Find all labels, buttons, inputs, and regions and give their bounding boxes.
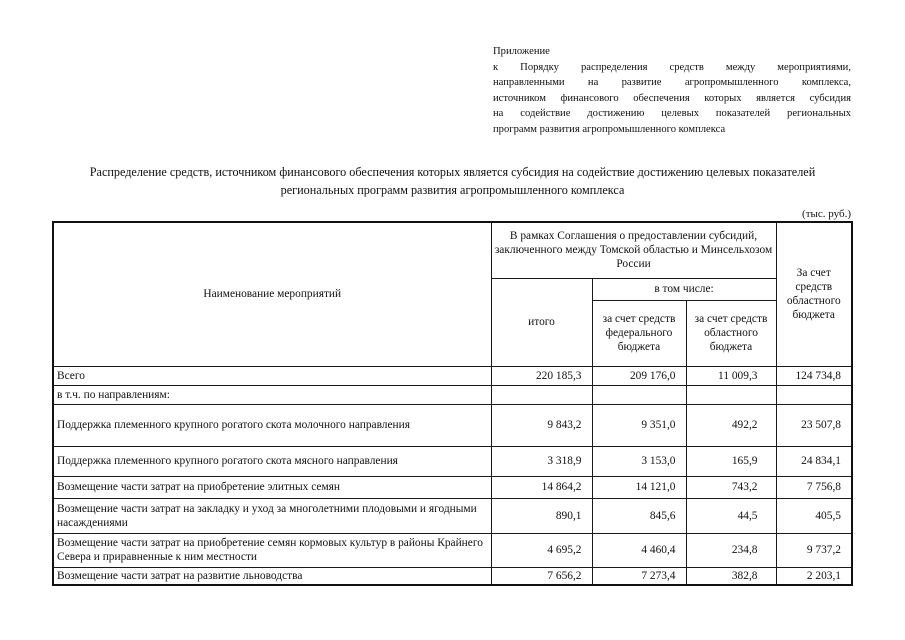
header-total: итого	[491, 278, 592, 366]
table-row	[53, 385, 852, 404]
table-row	[53, 446, 852, 476]
document-title	[40, 163, 865, 199]
cell-federal: 14 121,0	[592, 476, 686, 498]
cell-regional-in: 743,2	[686, 476, 776, 498]
header-name: Наименование мероприятий	[53, 222, 491, 366]
cell-total: 9 843,2	[491, 404, 592, 446]
table-row	[53, 498, 852, 533]
appendix-line: Приложение	[493, 46, 550, 57]
row-name: Возмещение части затрат на закладку и уход за многолетними плодовыми и ягодными насаждениями	[53, 498, 491, 533]
cell-regional-in: 382,8	[686, 567, 776, 585]
cell-federal: 4 460,4	[592, 533, 686, 567]
cell-regional-in: 165,9	[686, 446, 776, 476]
row-name: Возмещение части затрат на развитие льноводства	[53, 567, 491, 585]
cell-regional: 9 737,2	[776, 533, 852, 567]
cell-regional: 2 203,1	[776, 567, 852, 585]
cell-regional: 405,5	[776, 498, 852, 533]
cell-regional	[776, 385, 852, 404]
cell-total: 14 864,2	[491, 476, 592, 498]
title-line-2: региональных программ развития агропромышленного комплекса	[280, 183, 625, 197]
header-regional-in: за счет средств областного бюджета	[686, 300, 776, 366]
header-agreement: В рамках Соглашения о предоставлении субсидий, заключенного между Томской областью и Минсельхозом России	[491, 222, 776, 278]
cell-regional: 124 734,8	[776, 366, 852, 385]
units-label: (тыс. руб.)	[802, 208, 851, 220]
cell-federal: 7 273,4	[592, 567, 686, 585]
row-name: Поддержка племенного крупного рогатого скота мясного направления	[53, 446, 491, 476]
row-name: Всего	[53, 366, 491, 385]
header-regional: За счет средств областного бюджета	[776, 222, 852, 366]
row-name: Поддержка племенного крупного рогатого скота молочного направления	[53, 404, 491, 446]
cell-total: 7 656,2	[491, 567, 592, 585]
table-row	[53, 366, 852, 385]
row-name: Возмещение части затрат на приобретение элитных семян	[53, 476, 491, 498]
cell-regional: 23 507,8	[776, 404, 852, 446]
cell-federal: 845,6	[592, 498, 686, 533]
header-federal: за счет средств федерального бюджета	[592, 300, 686, 366]
table-row	[53, 404, 852, 446]
appendix-line: направленными на развитие агропромышленного комплекса,	[493, 77, 851, 89]
cell-regional: 24 834,1	[776, 446, 852, 476]
cell-regional: 7 756,8	[776, 476, 852, 498]
appendix-block	[493, 44, 851, 138]
table-row	[53, 533, 852, 567]
appendix-line: к Порядку распределения средств между мероприятиями,	[493, 61, 851, 73]
cell-total: 220 185,3	[491, 366, 592, 385]
table-row	[53, 567, 852, 585]
cell-regional-in: 234,8	[686, 533, 776, 567]
row-name: в т.ч. по направлениям:	[53, 385, 491, 404]
appendix-line: источником финансового обеспечения которых является субсидия	[493, 92, 851, 104]
distribution-table	[52, 221, 853, 586]
cell-total: 3 318,9	[491, 446, 592, 476]
cell-federal: 9 351,0	[592, 404, 686, 446]
cell-federal: 3 153,0	[592, 446, 686, 476]
table-row	[53, 476, 852, 498]
cell-total: 890,1	[491, 498, 592, 533]
appendix-line: программ развития агропромышленного комплекса	[493, 123, 726, 135]
cell-federal	[592, 385, 686, 404]
cell-regional-in: 44,5	[686, 498, 776, 533]
title-line-1: Распределение средств, источником финансового обеспечения которых является субсидия на содействие достижению целевых показателей	[89, 165, 816, 179]
cell-regional-in: 492,2	[686, 404, 776, 446]
cell-regional-in	[686, 385, 776, 404]
cell-total	[491, 385, 592, 404]
header-including: в том числе:	[592, 278, 776, 300]
row-name: Возмещение части затрат на приобретение семян кормовых культур в районы Крайнего Севера и приравненные к ним местности	[53, 533, 491, 567]
appendix-line: на содействие достижению целевых показателей региональных	[493, 108, 851, 120]
cell-regional-in: 11 009,3	[686, 366, 776, 385]
cell-total: 4 695,2	[491, 533, 592, 567]
cell-federal: 209 176,0	[592, 366, 686, 385]
